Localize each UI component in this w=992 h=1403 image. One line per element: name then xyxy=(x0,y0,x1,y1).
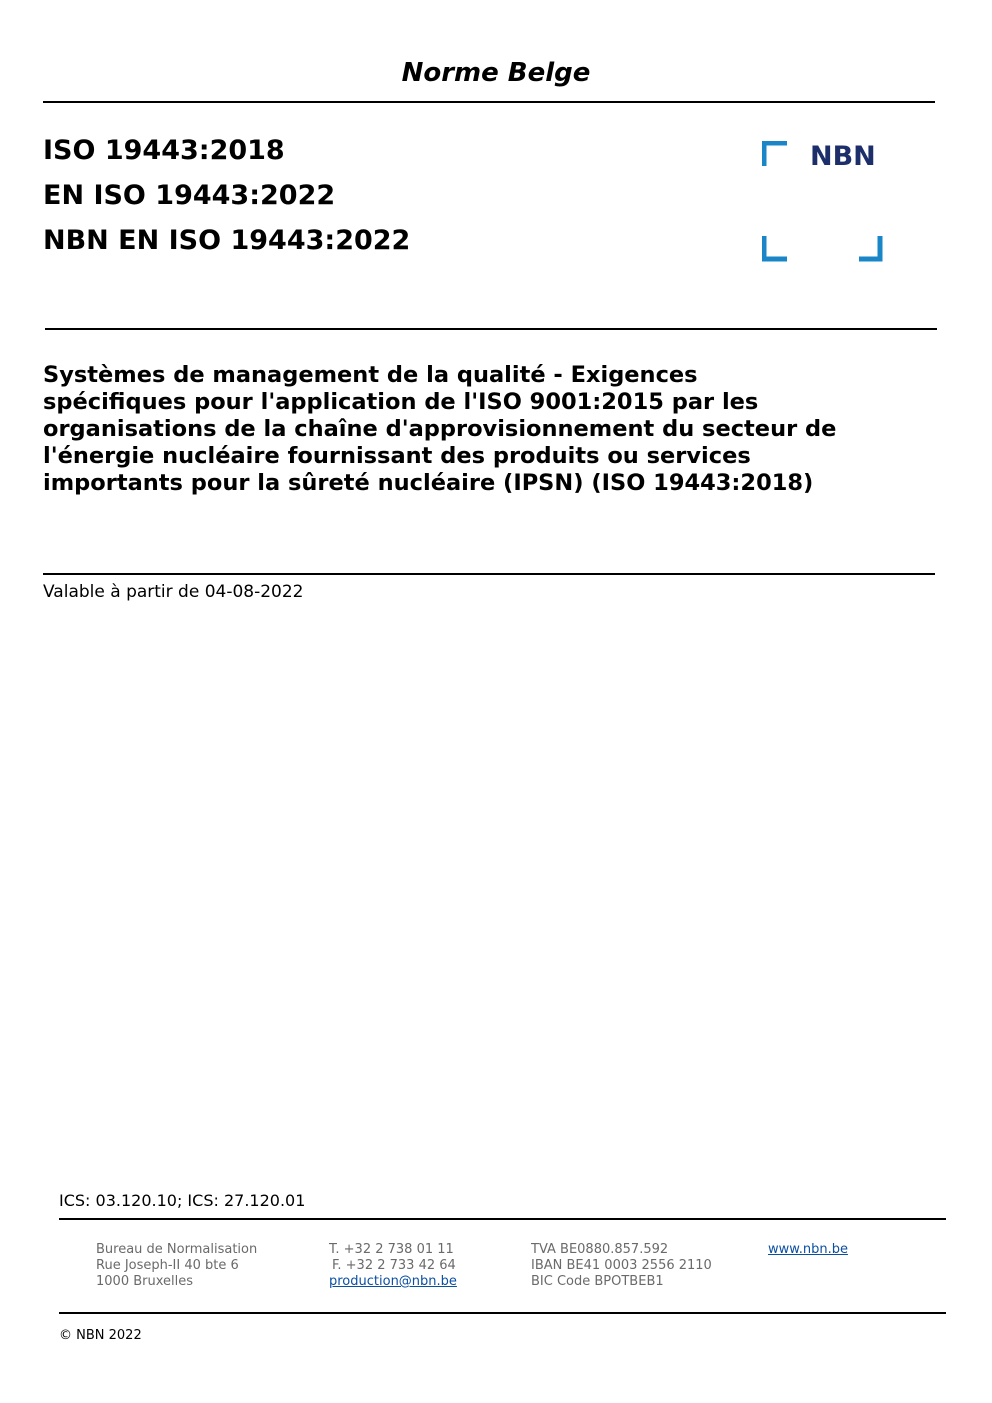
standard-references xyxy=(43,128,410,263)
logo-bracket-top-left xyxy=(764,143,787,166)
standard-ref-en: EN ISO 19443:2022 xyxy=(43,180,336,211)
logo-text: NBN xyxy=(810,141,876,172)
address-line: Bureau de Normalisation xyxy=(96,1242,258,1257)
address-line: Rue Joseph-II 40 bte 6 xyxy=(96,1258,239,1273)
title-line: importants pour la sûreté nucléaire (IPSN) (ISO 19443:2018) xyxy=(43,470,814,496)
footer-banking xyxy=(531,1242,712,1290)
iban: IBAN BE41 0003 2556 2110 xyxy=(531,1258,712,1273)
title-line: Systèmes de management de la qualité - Exigences xyxy=(43,362,698,388)
bic-code: BIC Code BPOTBEB1 xyxy=(531,1274,664,1289)
footer-top-divider xyxy=(59,1218,946,1220)
email-link[interactable]: production@nbn.be xyxy=(329,1274,457,1289)
nbn-logo-graphic xyxy=(762,141,886,265)
document-title xyxy=(43,362,923,497)
footer-website xyxy=(768,1242,848,1258)
validity-date: Valable à partir de 04-08-2022 xyxy=(43,582,304,602)
standard-ref-nbn: NBN EN ISO 19443:2022 xyxy=(43,225,411,256)
title-line: l'énergie nucléaire fournissant des produits ou services xyxy=(43,443,751,469)
header-divider xyxy=(43,101,935,103)
nbn-logo xyxy=(762,141,886,265)
fax-number: F. +32 2 733 42 64 xyxy=(332,1258,456,1273)
logo-bracket-bottom-left xyxy=(764,236,787,259)
phone-number: T. +32 2 738 01 11 xyxy=(329,1242,454,1257)
title-bottom-divider xyxy=(43,573,935,575)
logo-bracket-bottom-right xyxy=(859,236,880,259)
title-line: organisations de la chaîne d'approvisionnement du secteur de xyxy=(43,416,837,442)
title-line: spécifiques pour l'application de l'ISO 9001:2015 par les xyxy=(43,389,759,415)
footer-address xyxy=(96,1242,257,1290)
header-title: Norme Belge xyxy=(401,58,591,88)
footer-contact xyxy=(329,1242,457,1290)
copyright: © NBN 2022 xyxy=(59,1328,142,1343)
standard-ref-iso: ISO 19443:2018 xyxy=(43,135,285,166)
website-link[interactable]: www.nbn.be xyxy=(768,1242,848,1257)
address-line: 1000 Bruxelles xyxy=(96,1274,194,1289)
footer-bottom-divider xyxy=(59,1312,946,1314)
vat-number: TVA BE0880.857.592 xyxy=(531,1242,669,1257)
title-top-divider xyxy=(45,328,937,330)
ics-codes: ICS: 03.120.10; ICS: 27.120.01 xyxy=(59,1191,306,1210)
